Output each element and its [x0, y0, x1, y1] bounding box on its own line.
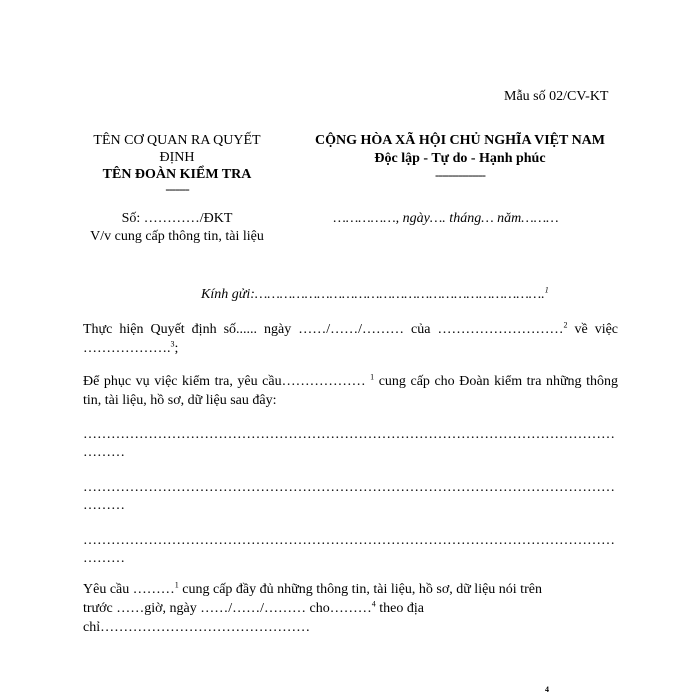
fill-line-2: …………………………………………………………………………………………………… — [83, 480, 615, 495]
para1-footnote-1: 2 — [563, 320, 568, 330]
paragraph-3-line2 — [83, 601, 424, 617]
agency-name-line1: TÊN CƠ QUAN RA QUYẾT — [93, 133, 261, 148]
paragraph-1-line2 — [83, 341, 178, 357]
para3-text-d: theo địa — [375, 601, 424, 616]
para1-text-d: ; — [174, 341, 179, 356]
paragraph-1-line1 — [83, 322, 618, 338]
fill-line-1: …………………………………………………………………………………………………… — [83, 427, 615, 442]
paragraph-2-line2: tin, tài liệu, hồ sơ, dữ liệu sau đây: — [83, 393, 277, 408]
paragraph-3-line1 — [83, 582, 542, 598]
page-number: 4 — [545, 685, 549, 694]
paragraph-3-line3: chỉ……………………………………… — [83, 620, 311, 635]
para1-footnote-2: 3 — [170, 339, 175, 349]
fill-line-2-end: ……… — [83, 498, 125, 513]
recipient-text: Kính gửi:……………………………………………………………. — [201, 287, 545, 302]
document-subject: V/v cung cấp thông tin, tài liệu — [90, 229, 264, 244]
document-number: Số: …………/ĐKT — [121, 211, 233, 226]
fill-line-3-end: ……… — [83, 551, 125, 566]
nation-motto: Độc lập - Tự do - Hạnh phúc — [374, 151, 546, 166]
left-separator: ------- — [165, 181, 189, 196]
form-code: Mẫu số 02/CV-KT — [504, 89, 609, 104]
nation-name: CỘNG HÒA XÃ HỘI CHỦ NGHĨA VIỆT NAM — [314, 133, 606, 148]
para3-text-b: cung cấp đầy đủ những thông tin, tài liệu, hồ sơ, dữ liệu nói trên — [178, 582, 542, 597]
para1-text-a: Thực hiện Quyết định số...... ngày ……/……/……… của ……………………… — [83, 322, 564, 337]
recipient-line — [201, 287, 549, 303]
fill-line-1-end: ……… — [83, 445, 125, 460]
team-name: TÊN ĐOÀN KIỂM TRA — [102, 167, 252, 182]
para3-text-a: Yêu cầu ……… — [83, 582, 175, 597]
para3-text-c: trước ……giờ, ngày ……/……/……… cho……… — [83, 601, 372, 616]
para2-text-b: cung cấp cho Đoàn kiểm tra những thông — [374, 374, 618, 389]
para3-footnote-2: 4 — [371, 599, 376, 609]
paragraph-2-line1 — [83, 374, 618, 390]
para2-footnote: 1 — [370, 372, 375, 382]
para1-text-b: về việc — [567, 322, 619, 337]
para3-footnote-1: 1 — [174, 580, 179, 590]
agency-name-line2: ĐỊNH — [159, 150, 195, 165]
para1-text-c: ………………. — [83, 341, 171, 356]
right-separator: --------------- — [435, 167, 485, 182]
date-line: ……………, ngày…. tháng… năm……… — [333, 211, 559, 226]
fill-line-3: …………………………………………………………………………………………………… — [83, 533, 615, 548]
para2-text-a: Để phục vụ việc kiểm tra, yêu cầu……………… — [83, 374, 371, 389]
recipient-footnote: 1 — [544, 285, 549, 295]
